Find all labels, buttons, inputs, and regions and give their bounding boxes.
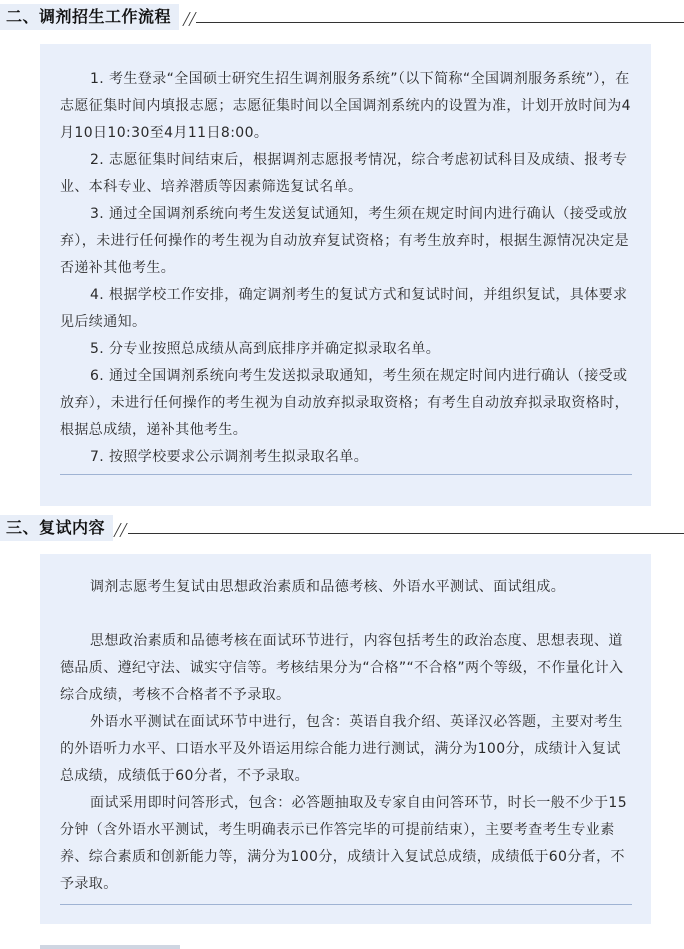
process-step: 7. 按照学校要求公示调剂考生拟录取名单。: [90, 449, 369, 465]
exam-content-paragraph: 思想政治素质和品德考核在面试环节进行，内容包括考生的政治态度、思想表现、道德品质、遵纪守法、诚实守信等。考核结果分为“合格”“不合格”两个等级，不作量化计入综合成绩，考核不合格者不予录取。: [60, 633, 624, 703]
process-step: 2. 志愿征集时间结束后，根据调剂志愿报考情况，综合考虑初试科目及成绩、报考专业、本科专业、培养潜质等因素筛选复试名单。: [60, 152, 628, 195]
process-step: 3. 通过全国调剂系统向考生发送复试通知，考生须在规定时间内进行确认（接受或放弃），未进行任何操作的考生视为自动放弃复试资格；有考生放弃时，根据生源情况决定是否递补其他考生。: [60, 206, 629, 276]
exam-content-paragraph: 调剂志愿考生复试由思想政治素质和品德考核、外语水平测试、面试组成。: [90, 579, 566, 595]
heading-slash-decoration: [114, 523, 130, 537]
process-step: 1. 考生登录“全国硕士研究生招生调剂服务系统”（以下简称“全国调剂服务系统”），在志愿征集时间内填报志愿；志愿征集时间以全国调剂系统内的设置为准，计划开放时间为4月10日10:30至4月11日8:00。: [60, 71, 631, 141]
section-2-divider: [60, 474, 632, 475]
section-3-header: [0, 515, 684, 543]
next-section-cutoff: [0, 942, 684, 949]
section-3-heading: 三、复试内容: [0, 515, 113, 541]
heading-underline: [128, 533, 684, 534]
section-3-divider: [60, 904, 632, 905]
exam-content-paragraph: 外语水平测试在面试环节中进行，包含：英语自我介绍、英译汉必答题，主要对考生的外语听力水平、口语水平及外语运用综合能力进行测试，满分为100分，成绩计入复试总成绩，成绩低于60分者，不予录取。: [60, 714, 623, 784]
heading-underline: [196, 22, 684, 23]
process-step: 4. 根据学校工作安排，确定调剂考生的复试方式和复试时间，并组织复试，具体要求见后续通知。: [60, 287, 628, 330]
exam-content-paragraph: 面试采用即时问答形式，包含：必答题抽取及专家自由问答环节，时长一般不少于15分钟（含外语水平测试，考生明确表示已作答完毕的可提前结束），主要考查考生专业素养、综合素质和创新能力等，满分为100分，成绩计入复试总成绩，成绩低于60分者，不予录取。: [60, 795, 628, 892]
section-2-heading: 二、调剂招生工作流程: [0, 4, 179, 30]
heading-slash-decoration: [183, 12, 199, 26]
section-2-header: [0, 4, 684, 32]
process-step: 6. 通过全国调剂系统向考生发送拟录取通知，考生须在规定时间内进行确认（接受或放弃），未进行任何操作的考生视为自动放弃拟录取资格；有考生自动放弃拟录取资格时，根据总成绩，递补其他考生。: [60, 368, 629, 438]
process-step: 5. 分专业按照总成绩从高到底排序并确定拟录取名单。: [90, 341, 441, 357]
